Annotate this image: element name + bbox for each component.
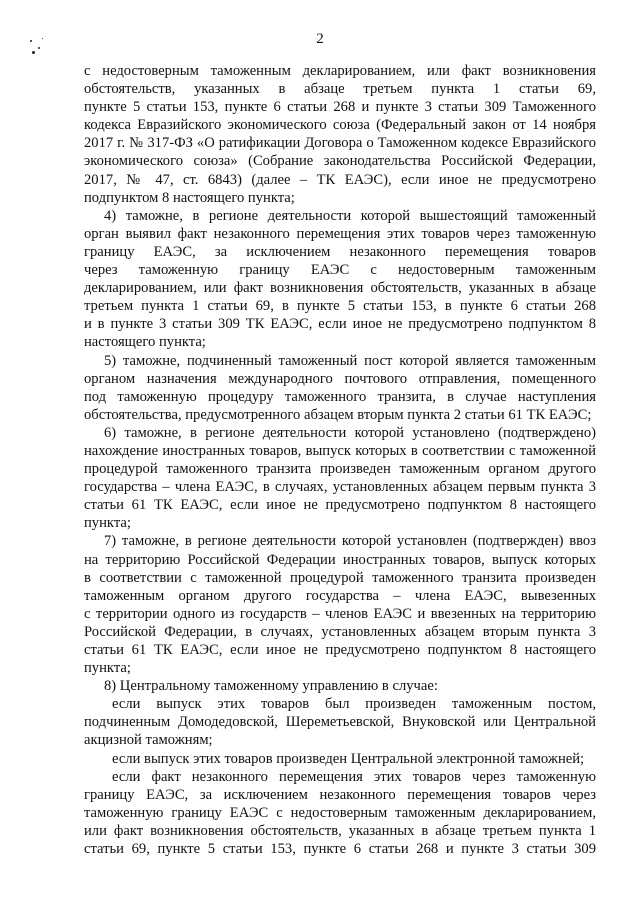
text-line: если выпуск этих товаров был произведен таможенным постом,	[112, 696, 596, 713]
text-line: пункте 5 статьи 153, пункте 6 статьи 268 и пункте 3 статьи 309 Таможенного	[84, 99, 596, 116]
text-line: настоящего пункта;	[84, 334, 206, 351]
text-line: в соответствии с таможенной процедурой таможенного транзита произведен	[84, 569, 596, 586]
page-number: 2	[316, 31, 324, 47]
text-line: органом назначения международного почтового отправления, помещенного	[84, 370, 596, 387]
text-line: 4) таможне, в регионе деятельности которой вышестоящий таможенный	[104, 207, 596, 224]
text-line: 6) таможне, в регионе деятельности которой установлено (подтверждено)	[104, 424, 596, 441]
text-line: кодекса Евразийского экономического союза (Федеральный закон от 14 ноября	[84, 117, 596, 134]
text-line: 8) Центральному таможенному управлению в случае:	[104, 678, 438, 695]
text-line: орган выявил факт незаконного перемещения этих товаров через таможенную	[84, 225, 596, 242]
speck-mark	[42, 38, 43, 39]
text-line: обстоятельства, предусмотренного абзацем вторым пункта 2 статьи 61 ТК ЕАЭС;	[84, 406, 592, 423]
text-line: третьем пункта 1 статьи 69, в пункте 5 статьи 153, в пункте 6 статьи 268	[84, 298, 596, 315]
text-line: процедурой таможенного транзита произведен таможенным органом другого	[84, 461, 596, 478]
text-line: 2017 г. № 317-ФЗ «О ратификации Договора о Таможенном кодексе Евразийского	[84, 135, 596, 152]
text-line: акцизной таможням;	[84, 732, 213, 749]
scan-specks	[26, 38, 50, 62]
text-line: таможенную границу ЕАЭС с недостоверным таможенным декларированием,	[84, 804, 596, 821]
text-line: 7) таможне, в регионе деятельности которой установлен (подтвержден) ввоз	[104, 533, 596, 550]
text-line: пункта;	[84, 515, 131, 532]
text-line: статьи 61 ТК ЕАЭС, если иное не предусмотрено подпунктом 8 настоящего	[84, 497, 596, 514]
text-line: нахождение иностранных товаров, выпуск которых в соответствии с таможенной	[84, 442, 596, 459]
text-line: под таможенную процедуру таможенного транзита, в случае наступления	[84, 388, 596, 405]
text-line: подпунктом 8 настоящего пункта;	[84, 189, 295, 206]
text-line: 5) таможне, подчиненный таможенный пост которой является таможенным	[104, 352, 596, 369]
text-line: 2017, № 47, ст. 6843) (далее – ТК ЕАЭС), если иное не предусмотрено	[84, 171, 596, 188]
text-line: таможенным органом другого государства – члена ЕАЭС, вывезенных	[84, 587, 596, 604]
text-line: статьи 61 ТК ЕАЭС, если иное не предусмотрено подпунктом 8 настоящего	[84, 642, 596, 658]
text-line: пункта;	[84, 660, 131, 677]
text-line: границу ЕАЭС, за исключением незаконного перемещения товаров через	[84, 786, 596, 803]
speck-mark	[32, 51, 35, 54]
text-line: границу ЕАЭС, за исключением незаконного перемещения товаров	[84, 243, 596, 260]
text-line: Российской Федерации, в случаях, установленных абзацем вторым пункта 3	[84, 623, 596, 640]
text-line: государства – члена ЕАЭС, в случаях, установленных абзацем первым пункта 3	[84, 479, 596, 496]
text-line: с недостоверным таможенным декларированием, или факт возникновения	[84, 63, 596, 79]
document-body	[84, 62, 596, 858]
text-line: декларированием, или факт возникновения обстоятельств, указанных в абзаце	[84, 280, 596, 297]
text-line: если факт незаконного перемещения этих товаров через таможенную	[112, 768, 596, 785]
text-line: экономического союза» (Собрание законодательства Российской Федерации,	[84, 153, 596, 170]
text-line: или факт возникновения обстоятельств, указанных в абзаце третьем пункта 1	[84, 822, 596, 839]
text-line: и в пункте 3 статьи 309 ТК ЕАЭС, если иное не предусмотрено подпунктом 8	[84, 316, 596, 333]
text-line: статьи 69, пункте 5 статьи 153, пункте 6 статьи 268 и пункте 3 статьи 309	[84, 841, 596, 858]
text-line: подчиненным Домодедовской, Шереметьевской, Внуковской или Центральной	[84, 714, 596, 731]
speck-mark	[30, 40, 32, 42]
text-line: через таможенную границу ЕАЭС с недостоверным таможенным	[84, 262, 596, 279]
text-line: если выпуск этих товаров произведен Центральной электронной таможней;	[112, 750, 585, 767]
speck-mark	[38, 47, 40, 49]
text-line: обстоятельств, указанных в абзаце третьем пункта 1 статьи 69,	[84, 81, 596, 98]
text-line: на территорию Российской Федерации иностранных товаров, выпуск которых	[84, 551, 596, 568]
text-line: с территории одного из государств – членов ЕАЭС и ввезенных на территорию	[84, 605, 596, 622]
